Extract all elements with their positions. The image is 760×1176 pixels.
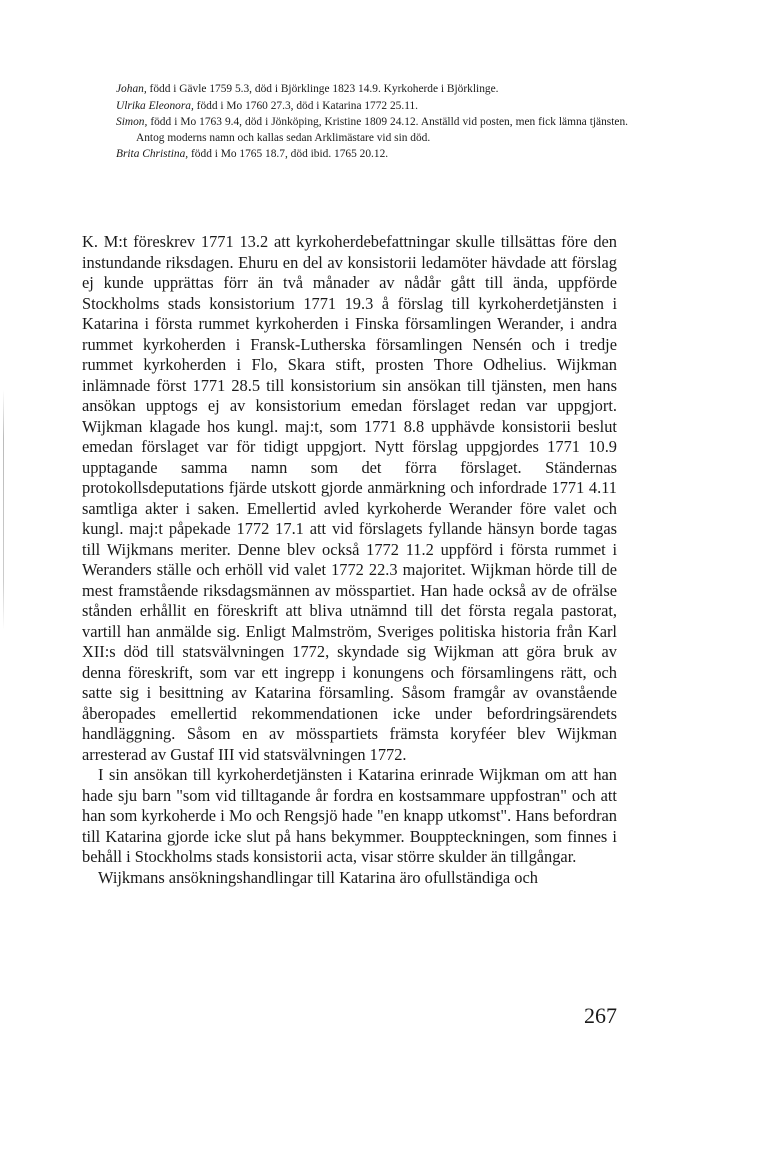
note-text: född i Gävle 1759 5.3, död i Björklinge 1823 14.9. Kyrkoherde i Björklinge. [146, 83, 499, 95]
paragraph: I sin ansökan till kyrkoherdetjänsten i Katarina erinrade Wijkman om att han hade sju barn "som vid tilltagande år fordra en kostsammare uppfostran" och att han som kyrkoherde i Mo och Rengsjö hade "en knapp utkomst". Hans befordran till Katarina gjorde icke slut på hans bekymmer. Bouppteckningen, som finnes i behåll i Stockholms stads konsistorii acta, visar större skulder än tillgångar. [82, 765, 617, 866]
note-simon [116, 115, 628, 146]
note-name: Johan, [116, 83, 147, 95]
main-text [82, 232, 617, 888]
note-johan [116, 82, 628, 98]
note-text: född i Mo 1763 9.4, död i Jönköping, Kristine 1809 24.12. Anställd vid posten, men fick lämna tjänsten. Antog moderns namn och kallas sedan Arklimästare vid sin död. [136, 116, 628, 144]
note-name: Brita Christina, [116, 148, 189, 160]
paragraph: Wijkmans ansökningshandlingar till Katarina äro ofullständiga och [98, 867, 538, 887]
genealogy-notes [116, 82, 628, 164]
scan-edge-line [3, 390, 4, 630]
note-ulrika-eleonora [116, 99, 628, 115]
page-number: 267 [584, 1003, 617, 1028]
note-text: född i Mo 1765 18.7, död ibid. 1765 20.12. [188, 148, 389, 160]
note-brita-christina [116, 147, 628, 163]
paragraph: K. M:t föreskrev 1771 13.2 att kyrkoherdebefattningar skulle tillsättas före den instundande riksdagen. Ehuru en del av konsistorii ledamöter hävdade att förslag ej kunde upprättas förr än två månader av nådår gått till ända, uppförde Stockholms stads konsistorium 1771 19.3 å förslag till kyrkoherdetjänsten i Katarina i första rummet kyrkoherden i Finska församlingen Werander, i andra rummet kyrkoherden i Fransk-Lutherska församlingen Nensén och i tredje rummet kyrkoherden i Flo, Skara stift, prosten Thore Odhelius. Wijkman inlämnade först 1771 28.5 till konsistorium sin ansökan till tjänsten, men hans ansökan upptogs ej av konsistorium emedan förslaget redan var uppgjort. Wijkman klagade hos kungl. maj:t, som 1771 8.8 upphävde konsistorii beslut emedan förslaget var för tidigt uppgjort. Nytt förslag uppgjordes 1771 10.9 upptagande samma namn som det förra förslaget. Ständernas protokollsdeputations fjärde utskott gjorde anmärkning och infordrade 1771 4.11 samtliga akter i saken. Emellertid avled kyrkoherde Werander före valet och kungl. maj:t påpekade 1772 17.1 att vid förslagets fyllande hänsyn borde tagas till Wijkmans meriter. Denne blev också 1772 11.2 uppförd i första rummet i Weranders ställe och erhöll vid valet 1772 22.3 majoritet. Wijkman hörde till de mest framstående riksdagsmännen av mösspartiet. Han hade också av de ofrälse stånden erhållit en föreskrift att bliva utnämnd till det första regala pastorat, vartill han anmälde sig. Enligt Malmström, Sveriges politiska historia från Karl XII:s död till statsvälvningen 1772, skyndade sig Wijkman att göra bruk av denna föreskrift, som var ett ingrepp i konungens och församlingens rätt, och satte sig i besittning av Katarina församling. Såsom framgår av ovanstående åberopades emellertid rekommendationen icke under befordringsärendets handläggning. Såsom en av mösspartiets främsta koryféer blev Wijkman arresterad av Gustaf III vid statsvälvningen 1772. [82, 232, 617, 764]
note-text: född i Mo 1760 27.3, död i Katarina 1772 25.11. [193, 99, 419, 112]
note-name: Ulrika Eleonora, [116, 99, 194, 112]
note-name: Simon, [116, 116, 148, 128]
